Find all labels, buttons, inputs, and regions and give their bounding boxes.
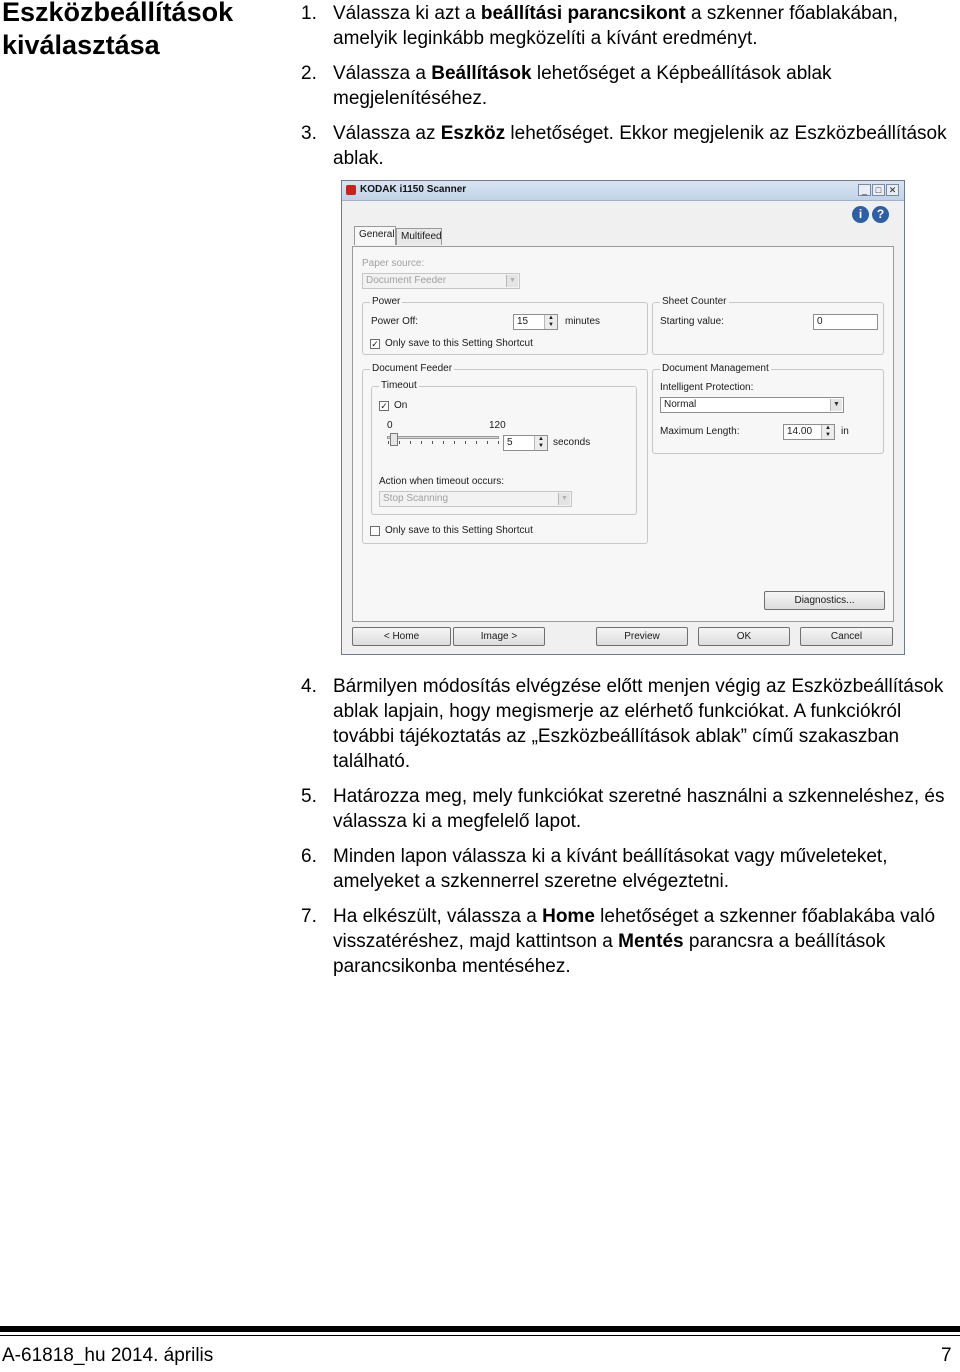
step-item bbox=[301, 1, 956, 51]
steps-list-top bbox=[301, 1, 956, 181]
section-title bbox=[2, 0, 272, 62]
steps-list-bottom bbox=[301, 674, 956, 989]
slider-tick bbox=[388, 441, 389, 444]
slider-min-label: 0 bbox=[387, 420, 393, 431]
step-text: lehetőséget a szkenner főablakába való visszatéréshez, majd kattintson a bbox=[333, 906, 936, 952]
slider-tick bbox=[432, 441, 433, 444]
document-feeder-group bbox=[362, 363, 648, 544]
step-number: 3. bbox=[301, 123, 317, 144]
step-text: Válassza ki azt a bbox=[333, 3, 481, 24]
timeout-unit: seconds bbox=[553, 437, 591, 448]
window-titlebar bbox=[342, 181, 904, 201]
power-off-value: 15 bbox=[517, 316, 529, 327]
power-off-unit: minutes bbox=[565, 316, 601, 327]
slider-tick bbox=[421, 441, 422, 444]
slider-tick bbox=[454, 441, 455, 444]
timeout-on-label: On bbox=[394, 400, 408, 411]
step-text: Válassza a bbox=[333, 63, 432, 84]
slider-tick bbox=[465, 441, 466, 444]
step-item bbox=[301, 904, 956, 979]
timeout-value: 5 bbox=[507, 437, 513, 448]
step-item bbox=[301, 121, 956, 171]
step-text: lehetőséget. Ekkor megjelenik az Eszközbeállítások ablak. bbox=[333, 123, 947, 169]
cancel-button[interactable]: Cancel bbox=[800, 627, 893, 646]
timeout-group-title: Timeout bbox=[381, 380, 417, 391]
step-text: parancsra a beállítások parancsikonba mentéséhez. bbox=[333, 931, 886, 977]
maximum-length-value: 14.00 bbox=[787, 426, 813, 437]
step-emphasis: Eszköz bbox=[440, 123, 506, 144]
scanner-window bbox=[341, 180, 905, 655]
timeout-stepper[interactable] bbox=[503, 435, 548, 451]
timeout-group bbox=[371, 380, 637, 515]
image-button[interactable]: Image > bbox=[453, 627, 545, 646]
sheet-counter-group bbox=[652, 296, 884, 355]
step-text: a szkenner főablakában, amelyik leginkább megközelíti a kívánt eredményt. bbox=[333, 3, 899, 49]
tab-general[interactable]: General bbox=[354, 226, 396, 245]
window-title: KODAK i1150 Scanner bbox=[360, 184, 467, 195]
step-number: 2. bbox=[301, 63, 317, 84]
power-group-title: Power bbox=[372, 296, 401, 307]
action-timeout-value: Stop Scanning bbox=[383, 493, 449, 504]
step-text: Bármilyen módosítás elvégzése előtt menjen végig az Eszközbeállítások ablak lapjain, hogy megismerje az elérhető funkciókat. A funkciókról további tájékoztatás az „Eszközbeállítások ablak” című szakaszban található. bbox=[333, 676, 944, 772]
general-tab-panel bbox=[352, 246, 894, 622]
spin-arrows-icon[interactable]: ▲ ▼ bbox=[544, 315, 557, 329]
footer-rule-thin bbox=[0, 1335, 960, 1336]
close-icon[interactable]: ✕ bbox=[886, 184, 899, 196]
ok-button[interactable]: OK bbox=[698, 627, 790, 646]
slider-tick bbox=[476, 441, 477, 444]
step-text: Válassza az bbox=[333, 123, 441, 144]
step-emphasis: Beállítások bbox=[431, 63, 532, 84]
action-timeout-select[interactable] bbox=[379, 491, 572, 507]
power-group bbox=[362, 296, 648, 355]
slider-tick bbox=[443, 441, 444, 444]
step-text: Határozza meg, mely funkciókat szeretné használni a szkenneléshez, és válassza ki a megfelelő lapot. bbox=[333, 786, 945, 832]
maximum-length-label: Maximum Length: bbox=[660, 426, 740, 437]
starting-value-label: Starting value: bbox=[660, 316, 724, 327]
chevron-down-icon: ▼ bbox=[506, 275, 518, 287]
starting-value: 0 bbox=[817, 316, 823, 327]
step-text: lehetőséget a Képbeállítások ablak megjelenítéséhez. bbox=[333, 63, 832, 109]
step-number: 5. bbox=[301, 786, 317, 807]
paper-source-value: Document Feeder bbox=[366, 275, 447, 286]
intelligent-protection-select[interactable] bbox=[660, 397, 844, 413]
step-item bbox=[301, 844, 956, 894]
intelligent-protection-label: Intelligent Protection: bbox=[660, 382, 754, 393]
document-management-group-title: Document Management bbox=[662, 363, 769, 374]
preview-button[interactable]: Preview bbox=[596, 627, 688, 646]
timeout-slider-track[interactable] bbox=[387, 436, 499, 439]
step-text: Minden lapon válassza ki a kívánt beállításokat vagy műveleteket, amelyeket a szkennerrel szeretne elvégeztetni. bbox=[333, 846, 888, 892]
step-number: 6. bbox=[301, 846, 317, 867]
paper-source-select[interactable] bbox=[362, 273, 520, 289]
step-emphasis: Mentés bbox=[618, 931, 684, 952]
maximum-length-stepper[interactable] bbox=[783, 424, 835, 440]
info-icon[interactable]: i bbox=[852, 206, 869, 223]
help-icon[interactable]: ? bbox=[872, 206, 889, 223]
chevron-down-icon: ▼ bbox=[830, 399, 842, 411]
step-item bbox=[301, 784, 956, 834]
slider-tick bbox=[410, 441, 411, 444]
action-timeout-label: Action when timeout occurs: bbox=[379, 476, 505, 487]
document-feeder-group-title: Document Feeder bbox=[372, 363, 453, 374]
slider-tick bbox=[498, 441, 499, 444]
diagnostics-button[interactable]: Diagnostics... bbox=[764, 591, 885, 610]
spin-arrows-icon[interactable]: ▲ ▼ bbox=[534, 436, 547, 450]
step-emphasis: beállítási parancsikont bbox=[480, 3, 686, 24]
footer-page-number: 7 bbox=[941, 1345, 952, 1366]
section-title-line-2: kiválasztása bbox=[2, 30, 160, 60]
sheet-counter-group-title: Sheet Counter bbox=[662, 296, 727, 307]
section-title-line-1: Eszközbeállítások bbox=[2, 0, 234, 27]
step-number: 7. bbox=[301, 906, 317, 927]
only-save-checkbox-2[interactable] bbox=[370, 526, 380, 536]
spin-arrows-icon[interactable]: ▲ ▼ bbox=[821, 425, 834, 439]
step-emphasis: Home bbox=[542, 906, 595, 927]
slider-tick bbox=[487, 441, 488, 444]
timeout-slider-thumb[interactable] bbox=[390, 433, 398, 446]
slider-max-label: 120 bbox=[489, 420, 506, 431]
footer-doc-id: A-61818_hu 2014. április bbox=[2, 1345, 214, 1366]
starting-value-field[interactable] bbox=[813, 314, 878, 330]
minimize-icon[interactable]: _ bbox=[858, 184, 871, 196]
only-save-checkbox[interactable]: ✓ bbox=[371, 339, 379, 349]
paper-source-label: Paper source: bbox=[362, 258, 425, 269]
slider-tick bbox=[399, 441, 400, 444]
maximum-length-unit: in bbox=[841, 426, 849, 437]
step-item bbox=[301, 61, 956, 111]
maximize-icon[interactable]: □ bbox=[872, 184, 885, 196]
only-save-label: Only save to this Setting Shortcut bbox=[385, 338, 533, 349]
only-save-label-2: Only save to this Setting Shortcut bbox=[385, 525, 533, 536]
power-off-stepper[interactable] bbox=[513, 314, 558, 330]
chevron-down-icon: ▼ bbox=[558, 493, 570, 505]
document-management-group bbox=[652, 363, 884, 454]
tab-multifeed[interactable]: Multifeed bbox=[396, 228, 442, 245]
home-button[interactable]: < Home bbox=[352, 627, 451, 646]
step-number: 4. bbox=[301, 676, 317, 697]
timeout-on-checkbox[interactable]: ✓ bbox=[380, 401, 388, 411]
power-off-label: Power Off: bbox=[371, 316, 419, 327]
step-item bbox=[301, 674, 956, 774]
step-number: 1. bbox=[301, 3, 317, 24]
step-text: Ha elkészült, válassza a bbox=[333, 906, 543, 927]
app-icon bbox=[346, 185, 356, 195]
intelligent-protection-value: Normal bbox=[664, 399, 697, 410]
footer-rule bbox=[0, 1326, 960, 1332]
